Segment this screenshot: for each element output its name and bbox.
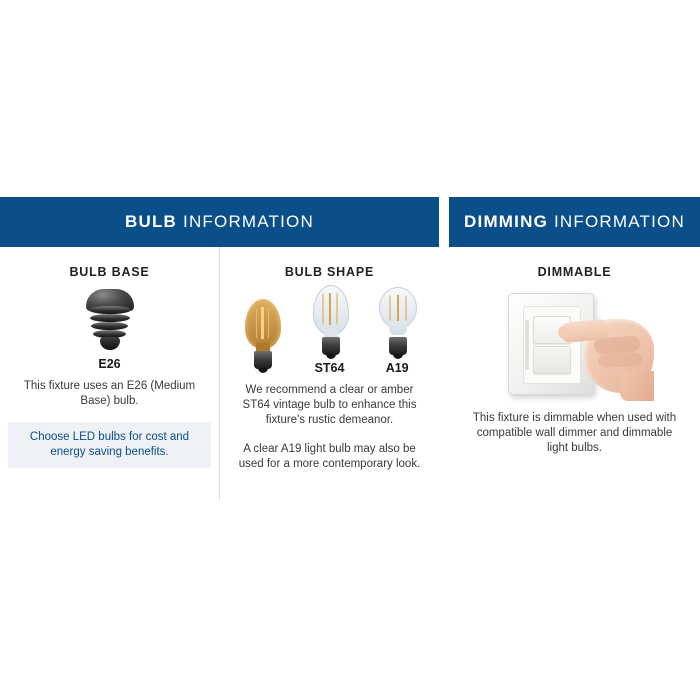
bulb-information-panel: [0, 197, 439, 500]
led-tip-box: Choose LED bulbs for cost and energy saving benefits.: [8, 422, 211, 468]
dimmable-title: DIMMABLE: [537, 265, 612, 279]
dimmable-description: This fixture is dimmable when used with compatible wall dimmer and dimmable light bulbs.: [472, 412, 677, 454]
bulb-shape-column: [219, 247, 439, 500]
bulb-shape-item-a19: [369, 283, 425, 375]
bulb-information-header-light: INFORMATION: [183, 212, 314, 231]
bulb-base-title: BULB BASE: [69, 265, 150, 279]
bulb-shape-paragraph-2: A clear A19 light bulb may also be used for a more contemporary look.: [238, 443, 421, 470]
top-whitespace: [0, 0, 700, 197]
dimming-information-header: [449, 197, 700, 247]
dimming-information-panel: [439, 197, 700, 500]
bulb-shape-item-amber: [234, 297, 290, 375]
st64-clear-bulb-icon: [302, 283, 358, 357]
dimming-information-header-bold: DIMMING: [464, 212, 548, 231]
bulb-base-label: E26: [98, 357, 121, 371]
st64-amber-bulb-icon: [234, 297, 290, 371]
bulb-shape-paragraph-1: We recommend a clear or amber ST64 vintage bulb to enhance this fixture's rustic demeanor.: [242, 384, 417, 426]
bulb-base-description: This fixture uses an E26 (Medium Base) bulb.: [23, 380, 196, 407]
bulb-information-header: [0, 197, 439, 247]
bottom-whitespace: [0, 500, 700, 700]
bulb-shape-label-a19: A19: [385, 361, 409, 375]
bulb-information-header-bold: BULB: [125, 212, 178, 231]
bulb-shape-icons: [234, 289, 425, 375]
wall-dimmer-switch-with-hand-icon: [500, 289, 650, 397]
bulb-shape-item-st64: [302, 283, 358, 375]
bulb-and-dimming-infographic: [0, 197, 700, 500]
bulb-shape-title: BULB SHAPE: [284, 265, 375, 279]
bulb-information-columns: [0, 247, 439, 500]
e26-screw-base-icon: [80, 289, 140, 353]
bulb-base-column: [0, 247, 219, 500]
bulb-shape-label-st64: ST64: [314, 361, 345, 375]
dimming-information-body: [449, 247, 700, 500]
dimming-information-header-light: INFORMATION: [554, 212, 685, 231]
a19-clear-bulb-icon: [369, 283, 425, 357]
